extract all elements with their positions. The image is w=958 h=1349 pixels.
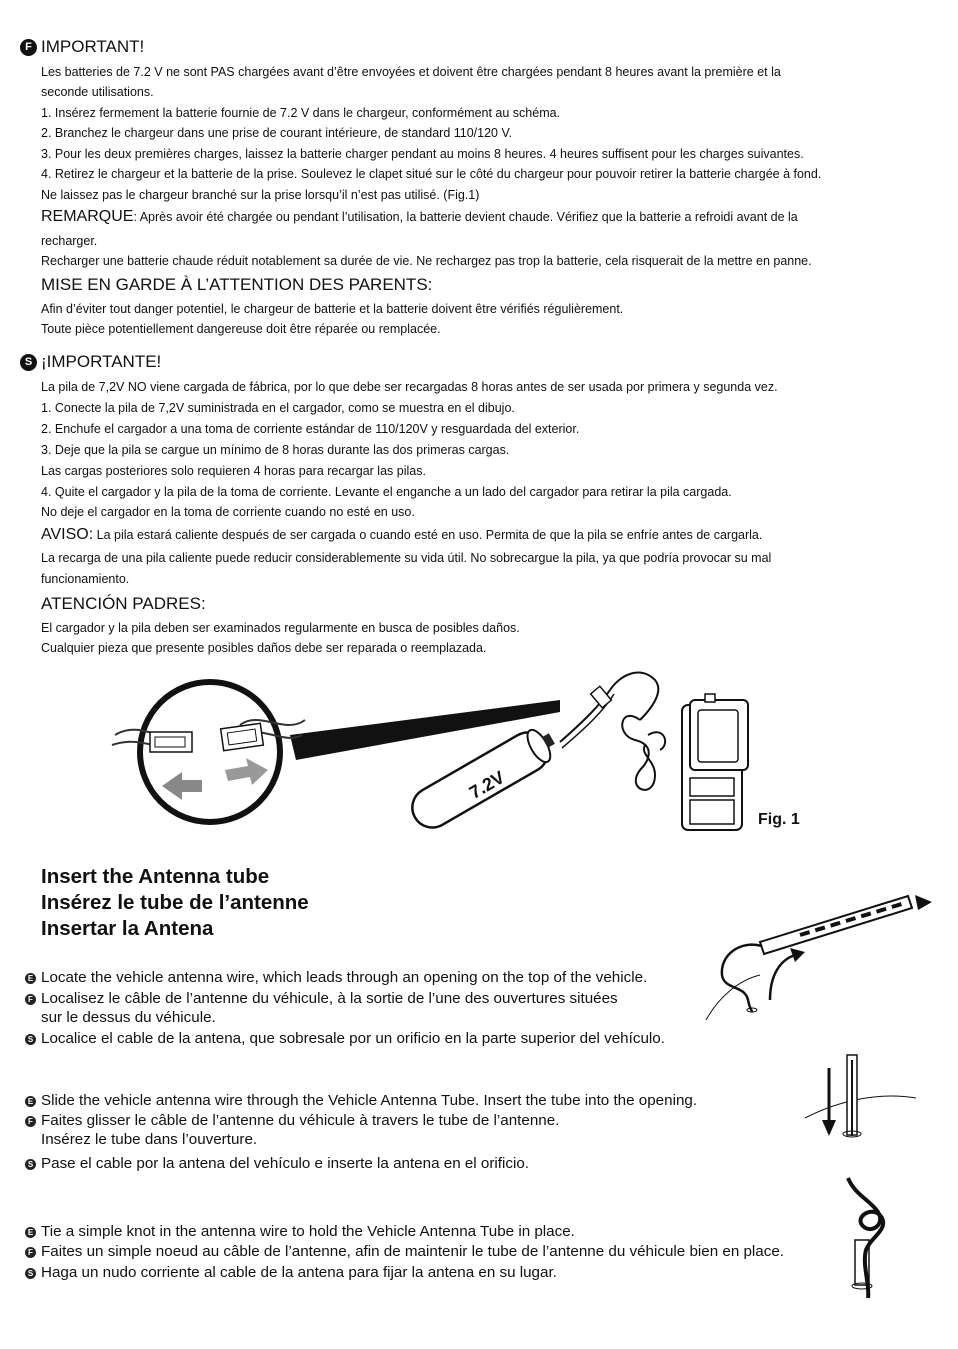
antenna-title-en: Insert the Antenna tube: [41, 865, 270, 888]
antenna-title-es: Insertar la Antena: [41, 917, 214, 940]
fr-step: 1. Insérez fermement la batterie fournie de 7.2 V dans le chargeur, conformément au schéma.: [41, 106, 561, 120]
fr-step: Ne laissez pas le chargeur branché sur la prise lorsqu’il n’est pas utilisé. (Fig.1): [41, 188, 480, 202]
step3-fr: Faites un simple noeud au câble de l’antenne, afin de maintenir le tube de l’antenne du véhicule bien en place.: [41, 1243, 785, 1260]
step2-es: Pase el cable por la antena del vehículo e inserte la antena en el orificio.: [41, 1155, 530, 1172]
step2-fr-line2: Insérez le tube dans l’ouverture.: [41, 1131, 258, 1148]
english-bullet: E: [25, 1227, 36, 1238]
french-bullet: F: [25, 1116, 36, 1127]
spanish-bullet: S: [25, 1034, 36, 1045]
step1-es: Localice el cable de la antena, que sobresale por un orificio en la parte superior del vehículo.: [41, 1030, 665, 1047]
fr-note-text: : Après avoir été chargée ou pendant l’utilisation, la batterie devient chaude. Vérifiez que la batterie a refroidi avant de la: [133, 210, 798, 224]
fr-step: 3. Pour les deux premières charges, laissez la batterie charger pendant au moins 8 heures. 4 heures suffisent pour les charges suivantes.: [41, 147, 804, 161]
es-intro: La pila de 7,2V NO viene cargada de fábrica, por lo que debe ser recargadas 8 horas antes de ser usada por primera y segunda vez.: [41, 380, 778, 394]
fr-parents-line2: Toute pièce potentiellement dangereuse doit être réparée ou remplacée.: [41, 322, 441, 336]
step3-en: Tie a simple knot in the antenna wire to hold the Vehicle Antenna Tube in place.: [41, 1223, 575, 1240]
fr-step: 2. Branchez le chargeur dans une prise de courant intérieure, de standard 110/120 V.: [41, 126, 513, 140]
connector-left: [150, 732, 192, 752]
step2-fr-line1: Faites glisser le câble de l’antenne du véhicule à travers le tube de l’antenne.: [41, 1112, 560, 1129]
fr-parents-line1: Afin d’éviter tout danger potentiel, le chargeur de batterie et la batterie doivent être vérifiés régulièrement.: [41, 302, 624, 316]
fr-note-line2: recharger.: [41, 234, 98, 248]
es-step: 4. Quite el cargador y la pila de la toma de corriente. Levante el enganche a un lado del cargador para retirar la pila cargada.: [41, 485, 732, 499]
es-step: 2. Enchufe el cargador a una toma de corriente estándar de 110/120V y resguardada del exterior.: [41, 422, 580, 436]
es-note-line2: La recarga de una pila caliente puede reducir considerablemente su vida útil. No sobrecargue la pila, ya que podría provocar su mal: [41, 551, 772, 565]
english-bullet: E: [25, 973, 36, 984]
es-note-label: AVISO:: [41, 526, 94, 543]
fr-intro-line2: seconde utilisations.: [41, 85, 154, 99]
es-step: Las cargas posteriores solo requieren 4 horas para recargar las pilas.: [41, 464, 426, 478]
fr-intro-line1: Les batteries de 7.2 V ne sont PAS chargées avant d’être envoyées et doivent être chargées pendant 8 heures avant la première et la: [41, 65, 781, 79]
spanish-bullet: S: [25, 1159, 36, 1170]
es-step: No deje el cargador en la toma de corriente cuando no esté en uso.: [41, 505, 415, 519]
spanish-badge: S: [20, 354, 37, 371]
es-parents-line1: El cargador y la pila deben ser examinados regularmente en busca de posibles daños.: [41, 621, 520, 635]
figure-caption: Fig. 1: [758, 811, 800, 828]
english-bullet: E: [25, 1096, 36, 1107]
step1-en: Locate the vehicle antenna wire, which leads through an opening on the top of the vehicle.: [41, 969, 648, 986]
es-parents-heading: ATENCIÓN PADRES:: [41, 594, 206, 613]
fr-note-line3: Recharger une batterie chaude réduit notablement sa durée de vie. Ne rechargez pas trop la batterie, cela risquerait de la mettre en panne.: [41, 254, 812, 268]
step3-es: Haga un nudo corriente al cable de la antena para fijar la antena en su lugar.: [41, 1264, 557, 1281]
step2-en: Slide the vehicle antenna wire through the Vehicle Antenna Tube. Insert the tube into the opening.: [41, 1092, 698, 1109]
connector-right: [221, 723, 264, 750]
battery-label: 7.2V: [465, 766, 508, 803]
es-note-text: La pila estará caliente después de ser cargada o cuando esté en uso. Permita de que la pila se enfríe antes de cargarla.: [93, 528, 763, 542]
fr-note-label: REMARQUE: [41, 208, 134, 225]
french-bullet: F: [25, 1247, 36, 1258]
es-parents-line2: Cualquier pieza que presente posibles daños debe ser reparada o reemplazada.: [41, 641, 487, 655]
es-heading: ¡IMPORTANTE!: [41, 352, 162, 371]
fr-step: 4. Retirez le chargeur et la batterie de la prise. Soulevez le clapet situé sur le côté du chargeur pour pouvoir retirer la batterie chargée à fond.: [41, 167, 822, 181]
charger-icon: [682, 694, 748, 830]
french-badge: F: [20, 39, 37, 56]
french-bullet: F: [25, 994, 36, 1005]
spanish-bullet: S: [25, 1268, 36, 1279]
fr-heading: IMPORTANT!: [41, 37, 145, 56]
es-note-line3: funcionamiento.: [41, 572, 130, 586]
fr-parents-heading: MISE EN GARDE À L’ATTENTION DES PARENTS:: [41, 275, 433, 294]
es-step: 3. Deje que la pila se cargue un mínimo de 8 horas durante las dos primeras cargas.: [41, 443, 510, 457]
antenna-title-fr: Insérez le tube de l’antenne: [41, 891, 309, 914]
step1-fr-line2: sur le dessus du véhicule.: [41, 1009, 216, 1026]
es-step: 1. Conecte la pila de 7,2V suministrada en el cargador, como se muestra en el dibujo.: [41, 401, 515, 415]
step1-fr-line1: Localisez le câble de l’antenne du véhicule, à la sortie de l’une des ouvertures situées: [41, 990, 618, 1007]
